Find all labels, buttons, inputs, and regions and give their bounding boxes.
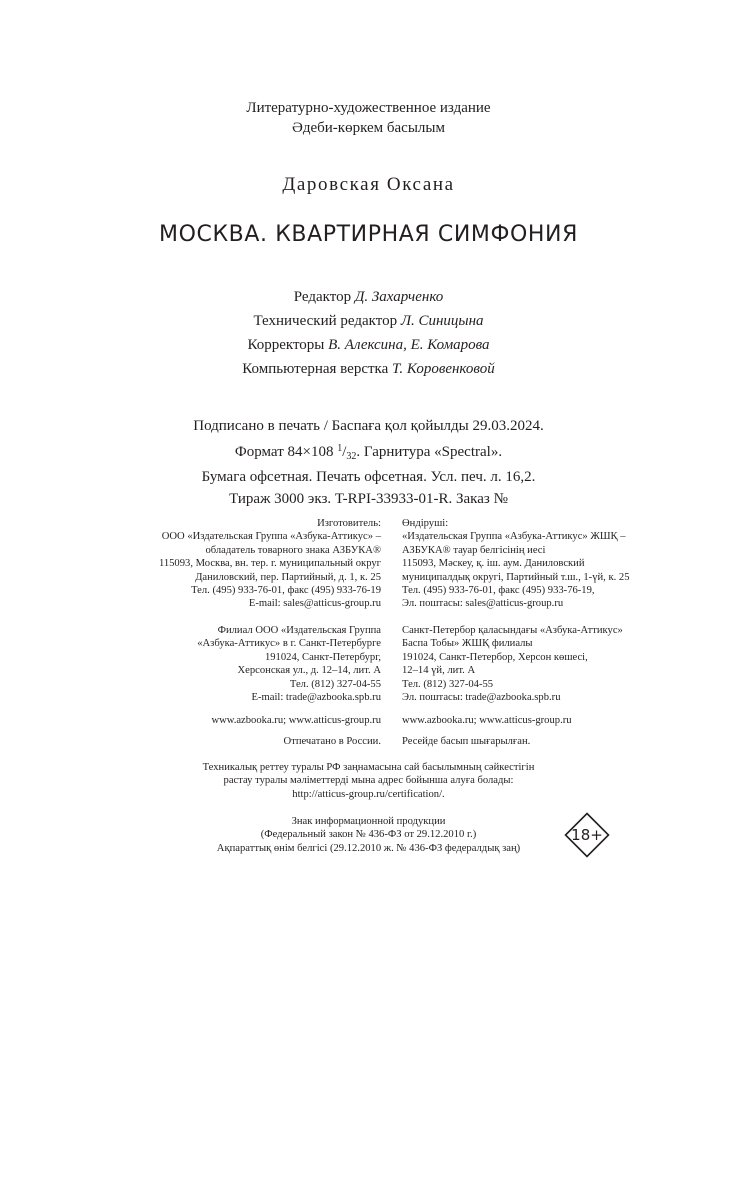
printed-in-kz-line: Ресейде басып шығарылған.: [402, 736, 531, 747]
certification-note: [0, 761, 737, 801]
edition-type: [0, 98, 737, 138]
age-rating-badge: [564, 812, 610, 858]
format-line: [0, 438, 737, 468]
credit-person: В. Алексина, Е. Комарова: [328, 337, 490, 353]
info-sign-line: Знак информационной продукции: [291, 816, 446, 827]
info-sign-line: (Федеральный закон № 436-ФЗ от 29.12.2010 г.): [260, 829, 477, 841]
websites-ru: [100, 714, 381, 727]
manufacturer-ru-email: E-mail: sales@atticus-group.ru: [248, 598, 381, 610]
credit-person: Л. Синицына: [400, 313, 484, 329]
branch-kz-line: Баспа Тобы» ЖШҚ филиалы: [402, 638, 533, 650]
certification-line: Техникалық реттеу туралы РФ заңнамасына сай басылымның сәйкестігін: [202, 762, 535, 773]
manufacturer-ru-line: Тел. (495) 933-76-01, факс (495) 933-76-19: [191, 585, 381, 597]
credit-person: Т. Коровенковой: [392, 361, 495, 377]
manufacturer-ru-line: обладатель товарного знака АЗБУКА®: [205, 544, 381, 556]
branch-ru-line: Херсонская ул., д. 12–14, лит. А: [237, 665, 381, 677]
format-post: . Гарнитура «Spectral».: [356, 443, 503, 460]
websites-ru-line: www.azbooka.ru; www.atticus-group.ru: [211, 715, 381, 726]
manufacturer-kz: [402, 517, 662, 611]
websites-kz-line: www.azbooka.ru; www.atticus-group.ru: [402, 715, 572, 726]
credit-editor: [0, 285, 737, 309]
manufacturer-kz-line: АЗБУКА® тауар белгісінің иесі: [402, 544, 546, 556]
credit-role: Редактор: [293, 289, 352, 305]
info-product-sign: [0, 815, 737, 855]
websites-kz: [402, 714, 662, 727]
manufacturer-ru: [100, 517, 381, 611]
certification-url: http://atticus-group.ru/certification/.: [292, 788, 445, 800]
manufacturer-ru-line: ООО «Издательская Группа «Азбука-Аттикус» –: [161, 531, 381, 543]
branch-kz: [402, 624, 662, 704]
credits: [0, 285, 737, 381]
paper-line: Бумага офсетная. Печать офсетная. Усл. печ. л. 16,2.: [201, 469, 536, 485]
edition-type-kz: Әдеби-көркем басылым: [292, 120, 445, 136]
info-sign-line: Ақпараттық өнім белгісі (29.12.2010 ж. № 436-ФЗ федералдық заң): [216, 842, 521, 854]
credit-role: Компьютерная верстка: [242, 361, 389, 377]
manufacturer-ru-line: 115093, Москва, вн. тер. г. муниципальный округ: [158, 558, 381, 570]
credit-proofreaders: [0, 333, 737, 357]
signed-date: Подписано в печать / Баспаға қол қойылды 29.03.2024.: [193, 418, 544, 434]
certification-line: растау туралы мәліметтерді мына адрес бойынша алуға болады:: [223, 775, 514, 787]
age-rating-text: 18+: [571, 826, 603, 844]
printed-in-kz: [402, 735, 662, 748]
author-name: Даровская Оксана: [282, 174, 455, 195]
branch-kz-line: 12–14 үй, лит. А: [402, 665, 476, 677]
branch-ru-line: «Азбука-Аттикус» в г. Санкт-Петербурге: [197, 638, 381, 650]
branch-ru-line: Филиал ООО «Издательская Группа: [217, 625, 381, 636]
credit-tech-editor: [0, 309, 737, 333]
credit-layout: [0, 357, 737, 381]
branch-kz-line: Тел. (812) 327-04-55: [402, 678, 494, 690]
branch-ru-email: E-mail: trade@azbooka.spb.ru: [251, 692, 381, 704]
printed-in-ru: [100, 735, 381, 748]
format-fraction-slash: /: [342, 443, 347, 460]
manufacturer-kz-line: «Издательская Группа «Азбука-Аттикус» ЖШҚ –: [402, 531, 626, 543]
manufacturer-kz-line: Өндіруші:: [402, 518, 449, 529]
branch-kz-line: Санкт-Петербор қаласындағы «Азбука-Аттикус»: [402, 625, 623, 636]
format-fraction-denominator: 32: [346, 450, 357, 462]
branch-ru-line: 191024, Санкт-Петербург,: [264, 651, 381, 663]
credit-role: Технический редактор: [253, 313, 398, 329]
print-info: [0, 416, 737, 510]
manufacturer-kz-email: Эл. поштасы: sales@atticus-group.ru: [402, 598, 564, 610]
format-pre: Формат 84×108: [234, 443, 334, 460]
branch-kz-email: Эл. поштасы: trade@azbooka.spb.ru: [402, 692, 561, 704]
branch-ru: [100, 624, 381, 704]
branch-ru-line: Тел. (812) 327-04-55: [289, 678, 381, 690]
printed-in-ru-line: Отпечатано в России.: [283, 736, 381, 747]
credit-role: Корректоры: [247, 337, 325, 353]
manufacturer-kz-line: муниципалдық округі, Партийный т.ш., 1-үй, к. 25: [402, 571, 630, 583]
format-fraction-numerator: 1: [337, 442, 343, 454]
manufacturer-ru-line: Изготовитель:: [317, 518, 381, 529]
branch-kz-line: 191024, Санкт-Петербор, Херсон көшесі,: [402, 651, 588, 663]
credit-person: Д. Захарченко: [354, 289, 444, 305]
manufacturer-ru-line: Даниловский, пер. Партийный, д. 1, к. 25: [195, 571, 381, 583]
manufacturer-kz-line: 115093, Мәскеу, қ. іш. аум. Даниловский: [402, 558, 585, 570]
manufacturer-kz-line: Тел. (495) 933-76-01, факс (495) 933-76-19,: [402, 585, 595, 597]
run-line: Тираж 3000 экз. T-RPI-33933-01-R. Заказ №: [229, 490, 508, 507]
book-title: МОСКВА. КВАРТИРНАЯ СИМФОНИЯ: [158, 222, 578, 247]
edition-type-ru: Литературно-художественное издание: [246, 100, 491, 116]
